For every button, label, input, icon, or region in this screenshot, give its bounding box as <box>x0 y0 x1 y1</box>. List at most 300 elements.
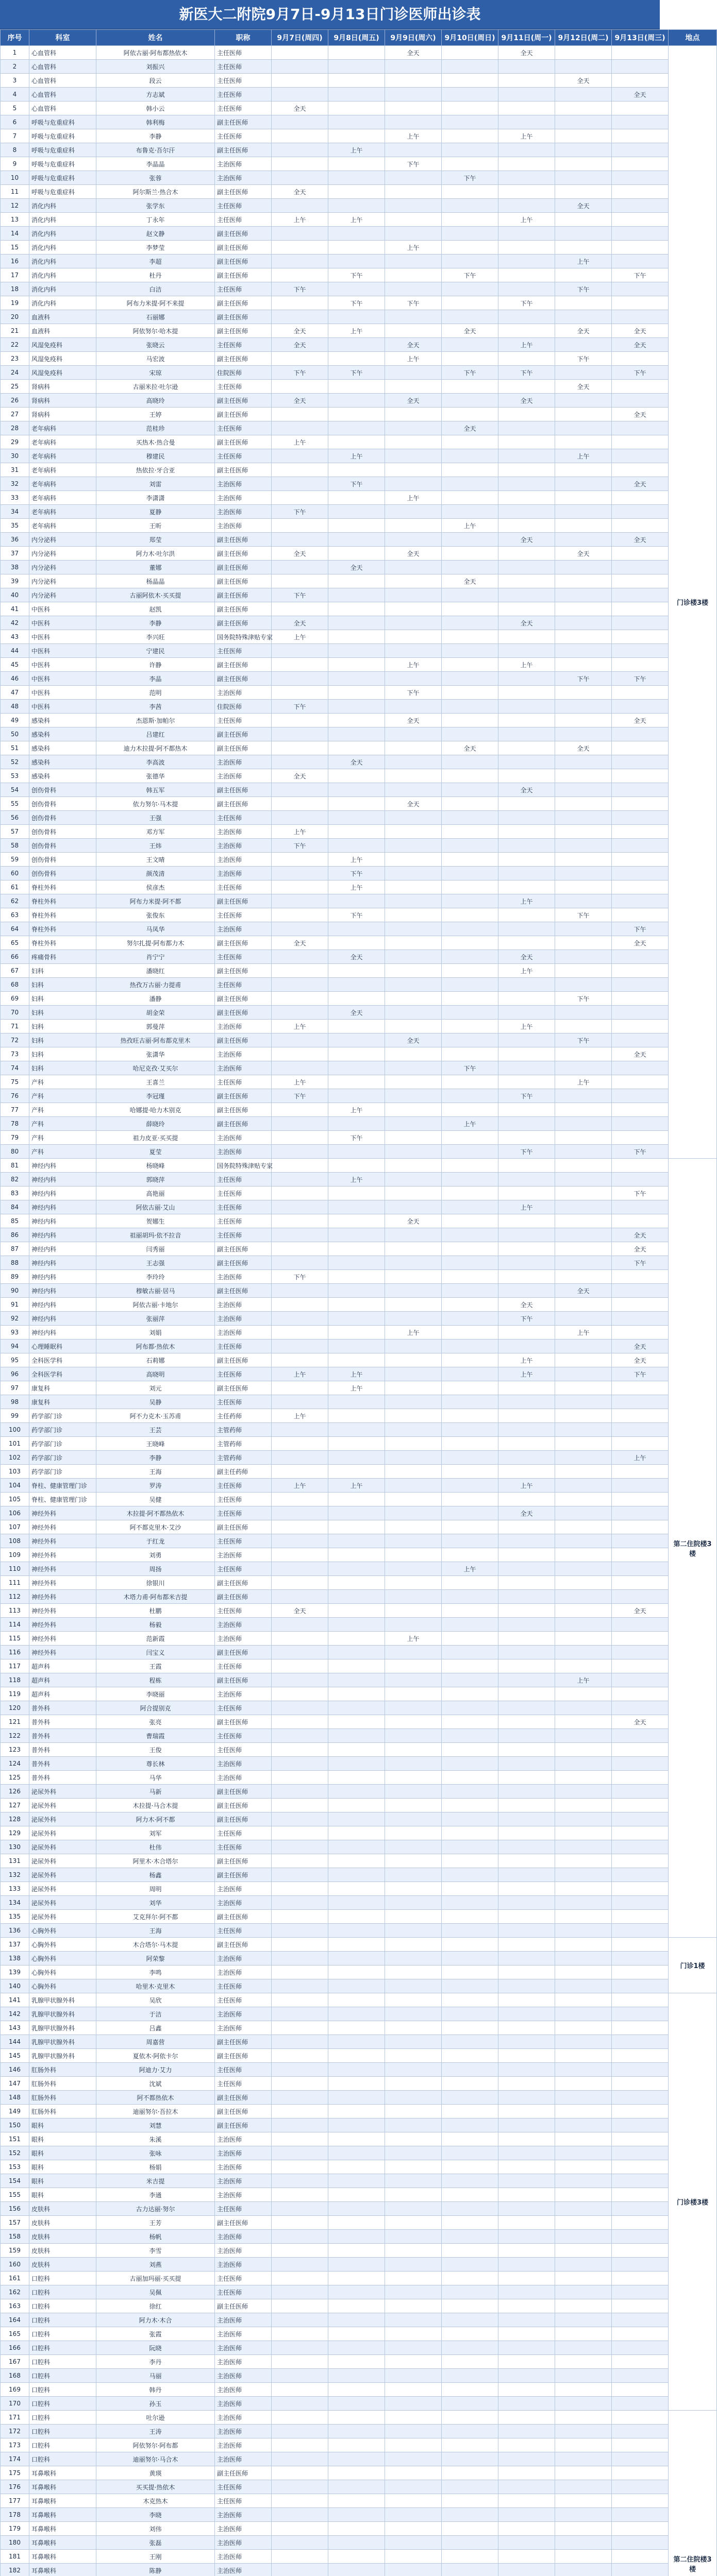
shift-cell-d7 <box>612 1270 669 1284</box>
shift-cell-d7 <box>612 1743 669 1757</box>
table-row <box>1 421 717 435</box>
shift-cell-d6: 下午 <box>555 1033 612 1047</box>
table-row <box>1 2494 717 2508</box>
shift-cell-d7 <box>612 2327 669 2341</box>
shift-cell-d7 <box>612 1952 669 1965</box>
dept-cell: 耳鼻喉科 <box>29 2536 96 2550</box>
row-number: 88 <box>1 1256 29 1270</box>
dept-cell: 神经外科 <box>29 1618 96 1632</box>
dept-cell: 心血管科 <box>29 88 96 101</box>
shift-cell-d6 <box>555 1604 612 1618</box>
shift-cell-d1 <box>272 714 328 727</box>
shift-cell-d6 <box>555 588 612 602</box>
shift-cell-d3 <box>385 1340 442 1353</box>
shift-cell-d5 <box>498 2188 555 2202</box>
shift-cell-d3 <box>385 2522 442 2536</box>
doctor-title: 副主任医师 <box>215 783 272 797</box>
doctor-name: 杨晓峰 <box>96 1159 215 1173</box>
dept-cell: 神经内科 <box>29 1256 96 1270</box>
dept-cell: 耳鼻喉科 <box>29 2564 96 2576</box>
doctor-title: 副主任医师 <box>215 2035 272 2049</box>
shift-cell-d4 <box>442 227 498 241</box>
shift-cell-d2 <box>328 714 385 727</box>
shift-cell-d4 <box>442 1214 498 1228</box>
shift-cell-d3 <box>385 2341 442 2355</box>
doctor-title: 主任医师 <box>215 213 272 227</box>
row-number: 77 <box>1 1103 29 1117</box>
dept-cell: 血液科 <box>29 324 96 338</box>
table-row <box>1 1214 717 1228</box>
shift-cell-d4 <box>442 602 498 616</box>
row-number: 60 <box>1 867 29 880</box>
shift-cell-d3 <box>385 574 442 588</box>
shift-cell-d2: 下午 <box>328 867 385 880</box>
doctor-name: 许静 <box>96 658 215 672</box>
dept-cell: 消化内科 <box>29 268 96 282</box>
row-number: 41 <box>1 602 29 616</box>
shift-cell-d7 <box>612 129 669 143</box>
shift-cell-d5 <box>498 714 555 727</box>
shift-cell-d7: 全天 <box>612 477 669 491</box>
table-row <box>1 797 717 811</box>
shift-cell-d3 <box>385 2550 442 2564</box>
shift-cell-d2 <box>328 783 385 797</box>
shift-cell-d3 <box>385 992 442 1006</box>
shift-cell-d1 <box>272 1047 328 1061</box>
shift-cell-d3 <box>385 602 442 616</box>
shift-cell-d3 <box>385 1451 442 1465</box>
shift-cell-d5 <box>498 1173 555 1187</box>
doctor-title: 主任医师 <box>215 880 272 894</box>
doctor-name: 王晓峰 <box>96 1437 215 1451</box>
shift-cell-d4 <box>442 477 498 491</box>
shift-cell-d7 <box>612 394 669 408</box>
row-number: 17 <box>1 268 29 282</box>
shift-cell-d4 <box>442 783 498 797</box>
shift-cell-d7 <box>612 2132 669 2146</box>
row-number: 147 <box>1 2077 29 2091</box>
doctor-title: 副主任医师 <box>215 185 272 199</box>
doctor-title: 主治医师 <box>215 1020 272 1033</box>
table-row <box>1 700 717 714</box>
shift-cell-d4 <box>442 1409 498 1423</box>
doctor-title: 主治医师 <box>215 2411 272 2425</box>
dept-cell: 皮肤科 <box>29 2230 96 2244</box>
doctor-name: 赵凯 <box>96 602 215 616</box>
shift-cell-d6 <box>555 1187 612 1200</box>
shift-cell-d5 <box>498 1270 555 1284</box>
table-row <box>1 463 717 477</box>
doctor-title: 副主任医师 <box>215 394 272 408</box>
shift-cell-d2 <box>328 1047 385 1061</box>
shift-cell-d6 <box>555 60 612 74</box>
shift-cell-d3 <box>385 1896 442 1910</box>
doctor-name: 石丽娜 <box>96 310 215 324</box>
doctor-name: 古丽阿依木·买买提 <box>96 588 215 602</box>
shift-cell-d2 <box>328 839 385 853</box>
dept-cell: 神经外科 <box>29 1604 96 1618</box>
row-number: 37 <box>1 547 29 561</box>
shift-cell-d1: 全天 <box>272 185 328 199</box>
shift-cell-d5 <box>498 1979 555 1993</box>
shift-cell-d4 <box>442 1326 498 1340</box>
shift-cell-d2 <box>328 1187 385 1200</box>
doctor-name: 张亮 <box>96 1715 215 1729</box>
doctor-name: 吕建红 <box>96 727 215 741</box>
dept-cell: 泌尿外科 <box>29 1882 96 1896</box>
shift-cell-d3 <box>385 2425 442 2438</box>
shift-cell-d5: 全天 <box>498 950 555 964</box>
shift-cell-d3 <box>385 1868 442 1882</box>
dept-cell: 心胸外科 <box>29 1952 96 1965</box>
row-number: 181 <box>1 2550 29 2564</box>
shift-cell-d2 <box>328 1423 385 1437</box>
shift-cell-d6 <box>555 700 612 714</box>
shift-cell-d6 <box>555 2272 612 2285</box>
table-row <box>1 2258 717 2272</box>
shift-cell-d6 <box>555 1228 612 1242</box>
shift-cell-d1 <box>272 602 328 616</box>
shift-cell-d4 <box>442 2077 498 2091</box>
shift-cell-d2: 上午 <box>328 1173 385 1187</box>
doctor-title: 副主任医师 <box>215 2466 272 2480</box>
shift-cell-d4 <box>442 561 498 574</box>
shift-cell-d4 <box>442 2550 498 2564</box>
table-row <box>1 1479 717 1493</box>
table-row <box>1 741 717 755</box>
doctor-title: 副主任医师 <box>215 658 272 672</box>
row-number: 57 <box>1 825 29 839</box>
shift-cell-d3 <box>385 1075 442 1089</box>
doctor-name: 白洁 <box>96 282 215 296</box>
shift-cell-d1 <box>272 992 328 1006</box>
shift-cell-d2 <box>328 936 385 950</box>
shift-cell-d7 <box>612 755 669 769</box>
shift-cell-d6 <box>555 268 612 282</box>
shift-cell-d5 <box>498 1826 555 1840</box>
shift-cell-d4 <box>442 2452 498 2466</box>
shift-cell-d4 <box>442 1145 498 1159</box>
doctor-name: 闫宝义 <box>96 1646 215 1659</box>
row-number: 108 <box>1 1534 29 1548</box>
shift-cell-d5 <box>498 1548 555 1562</box>
doctor-name: 阮晓 <box>96 2341 215 2355</box>
shift-cell-d2 <box>328 1896 385 1910</box>
shift-cell-d6 <box>555 978 612 992</box>
shift-cell-d3 <box>385 2035 442 2049</box>
shift-cell-d4 <box>442 74 498 88</box>
shift-cell-d1 <box>272 2077 328 2091</box>
row-number: 58 <box>1 839 29 853</box>
doctor-name: 阿迪力·艾力 <box>96 2063 215 2077</box>
doctor-name: 潘静 <box>96 992 215 1006</box>
doctor-name: 木塔力甫·阿布都米吉提 <box>96 1590 215 1604</box>
table-row <box>1 2522 717 2536</box>
shift-cell-d2 <box>328 1812 385 1826</box>
shift-cell-d7 <box>612 1618 669 1632</box>
shift-cell-d5 <box>498 853 555 867</box>
doctor-title: 主治医师 <box>215 2522 272 2536</box>
shift-cell-d2 <box>328 1075 385 1089</box>
shift-cell-d5 <box>498 2508 555 2522</box>
shift-cell-d7: 下午 <box>612 922 669 936</box>
doctor-name: 罗涛 <box>96 1479 215 1493</box>
dept-cell: 心血管科 <box>29 101 96 115</box>
shift-cell-d2 <box>328 1743 385 1757</box>
shift-cell-d4 <box>442 2425 498 2438</box>
shift-cell-d5 <box>498 727 555 741</box>
doctor-title: 主治医师 <box>215 1896 272 1910</box>
shift-cell-d3 <box>385 2216 442 2230</box>
doctor-title: 主治医师 <box>215 2132 272 2146</box>
dept-cell: 耳鼻喉科 <box>29 2522 96 2536</box>
doctor-title: 副主任医师 <box>215 268 272 282</box>
shift-cell-d4 <box>442 2327 498 2341</box>
table-row <box>1 964 717 978</box>
doctor-title: 副主任医师 <box>215 1576 272 1590</box>
shift-cell-d5 <box>498 2285 555 2299</box>
doctor-name: 杨娟 <box>96 2160 215 2174</box>
shift-cell-d1 <box>272 1200 328 1214</box>
dept-cell: 老年病科 <box>29 491 96 505</box>
shift-cell-d2 <box>328 1200 385 1214</box>
table-row <box>1 2536 717 2550</box>
row-number: 53 <box>1 769 29 783</box>
shift-cell-d6 <box>555 1173 612 1187</box>
shift-cell-d7 <box>612 1771 669 1785</box>
shift-cell-d2 <box>328 1117 385 1131</box>
doctor-title: 主治医师 <box>215 1312 272 1326</box>
row-number: 3 <box>1 74 29 88</box>
dept-cell: 妇科 <box>29 1006 96 1020</box>
doctor-title: 主管药师 <box>215 1423 272 1437</box>
doctor-name: 李晶晶 <box>96 157 215 171</box>
shift-cell-d7 <box>612 741 669 755</box>
table-row <box>1 1534 717 1548</box>
shift-cell-d2 <box>328 2049 385 2063</box>
doctor-name: 王霞 <box>96 1659 215 1673</box>
shift-cell-d5 <box>498 1340 555 1353</box>
doctor-title: 主治医师 <box>215 1882 272 1896</box>
row-number: 180 <box>1 2536 29 2550</box>
doctor-title: 住院医师 <box>215 366 272 380</box>
shift-cell-d4 <box>442 2383 498 2397</box>
shift-cell-d3 <box>385 2063 442 2077</box>
shift-cell-d7 <box>612 1979 669 1993</box>
doctor-title: 副主任医师 <box>215 1910 272 1924</box>
shift-cell-d3 <box>385 1952 442 1965</box>
shift-cell-d7 <box>612 2564 669 2576</box>
shift-cell-d5 <box>498 421 555 435</box>
shift-cell-d7 <box>612 46 669 60</box>
shift-cell-d5 <box>498 561 555 574</box>
shift-cell-d1: 下午 <box>272 505 328 519</box>
shift-cell-d2: 下午 <box>328 296 385 310</box>
dept-cell: 感染科 <box>29 727 96 741</box>
shift-cell-d3: 上午 <box>385 241 442 255</box>
doctor-title: 副主任医师 <box>215 408 272 421</box>
row-number: 62 <box>1 894 29 908</box>
shift-cell-d3 <box>385 1826 442 1840</box>
dept-cell: 老年病科 <box>29 505 96 519</box>
shift-cell-d7 <box>612 964 669 978</box>
shift-cell-d5 <box>498 700 555 714</box>
shift-cell-d3 <box>385 1493 442 1506</box>
shift-cell-d4 <box>442 839 498 853</box>
shift-cell-d5 <box>498 2063 555 2077</box>
shift-cell-d7 <box>612 811 669 825</box>
table-row <box>1 2383 717 2397</box>
shift-cell-d1 <box>272 1618 328 1632</box>
shift-cell-d4 <box>442 1840 498 1854</box>
shift-cell-d5 <box>498 1896 555 1910</box>
doctor-title: 副主任医师 <box>215 1117 272 1131</box>
shift-cell-d2 <box>328 1326 385 1340</box>
dept-cell: 乳腺甲状腺外科 <box>29 1993 96 2007</box>
shift-cell-d5 <box>498 936 555 950</box>
dept-cell: 眼科 <box>29 2160 96 2174</box>
doctor-title: 主治医师 <box>215 477 272 491</box>
shift-cell-d1 <box>272 1868 328 1882</box>
dept-cell: 肛肠外科 <box>29 2105 96 2119</box>
table-row <box>1 1089 717 1103</box>
shift-cell-d7 <box>612 227 669 241</box>
shift-cell-d7 <box>612 797 669 811</box>
row-number: 144 <box>1 2035 29 2049</box>
shift-cell-d6 <box>555 1868 612 1882</box>
doctor-title: 副主任医师 <box>215 1006 272 1020</box>
doctor-title: 副主任医师 <box>215 2091 272 2105</box>
shift-cell-d3: 上午 <box>385 352 442 366</box>
dept-cell: 神经内科 <box>29 1284 96 1298</box>
shift-cell-d4 <box>442 1743 498 1757</box>
row-number: 11 <box>1 185 29 199</box>
doctor-name: 王海 <box>96 1924 215 1938</box>
shift-cell-d5: 上午 <box>498 1479 555 1493</box>
shift-cell-d5 <box>498 101 555 115</box>
doctor-name: 贺娜生 <box>96 1214 215 1228</box>
shift-cell-d4 <box>442 115 498 129</box>
doctor-title: 主任药师 <box>215 1409 272 1423</box>
shift-cell-d1: 全天 <box>272 394 328 408</box>
shift-cell-d5 <box>498 1493 555 1506</box>
shift-cell-d2: 全天 <box>328 950 385 964</box>
row-number: 47 <box>1 686 29 700</box>
shift-cell-d5 <box>498 2452 555 2466</box>
doctor-name: 张丽萍 <box>96 1312 215 1326</box>
table-row <box>1 2272 717 2285</box>
row-number: 177 <box>1 2494 29 2508</box>
shift-cell-d7 <box>612 880 669 894</box>
doctor-name: 孙玉 <box>96 2397 215 2411</box>
doctor-title: 副主任医师 <box>215 1938 272 1952</box>
doctor-name: 杨帆 <box>96 2230 215 2244</box>
shift-cell-d7 <box>612 1659 669 1673</box>
table-row <box>1 227 717 241</box>
shift-cell-d7 <box>612 1395 669 1409</box>
shift-cell-d5 <box>498 1437 555 1451</box>
row-number: 27 <box>1 408 29 421</box>
shift-cell-d3 <box>385 324 442 338</box>
shift-cell-d5 <box>498 2272 555 2285</box>
shift-cell-d6 <box>555 435 612 449</box>
doctor-title: 主任医师 <box>215 1187 272 1200</box>
doctor-name: 布鲁克·吾尔汗 <box>96 143 215 157</box>
shift-cell-d3: 上午 <box>385 1632 442 1646</box>
doctor-title: 主治医师 <box>215 1270 272 1284</box>
shift-cell-d2 <box>328 463 385 477</box>
shift-cell-d3 <box>385 310 442 324</box>
doctor-title: 主任医师 <box>215 1659 272 1673</box>
shift-cell-d6 <box>555 2508 612 2522</box>
shift-cell-d5 <box>498 1451 555 1465</box>
doctor-title: 主任医师 <box>215 2202 272 2216</box>
shift-cell-d7: 全天 <box>612 936 669 950</box>
doctor-title: 副主任医师 <box>215 2299 272 2313</box>
shift-cell-d1 <box>272 1924 328 1938</box>
shift-cell-d2: 上午 <box>328 1479 385 1493</box>
doctor-title: 副主任医师 <box>215 588 272 602</box>
shift-cell-d3: 全天 <box>385 797 442 811</box>
shift-cell-d6: 上午 <box>555 449 612 463</box>
shift-cell-d7 <box>612 561 669 574</box>
row-number: 22 <box>1 338 29 352</box>
table-row <box>1 2452 717 2466</box>
dept-cell: 妇科 <box>29 1033 96 1047</box>
shift-cell-d3 <box>385 1256 442 1270</box>
row-number: 54 <box>1 783 29 797</box>
dept-cell: 消化内科 <box>29 241 96 255</box>
shift-cell-d1 <box>272 1812 328 1826</box>
table-row <box>1 1952 717 1965</box>
shift-cell-d1 <box>272 1840 328 1854</box>
shift-cell-d7 <box>612 1562 669 1576</box>
shift-cell-d3 <box>385 839 442 853</box>
dept-cell: 心血管科 <box>29 46 96 60</box>
table-row <box>1 324 717 338</box>
col-header-d6: 9月12日(周二) <box>555 30 612 46</box>
shift-cell-d2: 下午 <box>328 477 385 491</box>
doctor-name: 迪丽努尔·吾拉木 <box>96 2105 215 2119</box>
shift-cell-d6 <box>555 101 612 115</box>
dept-cell: 泌尿外科 <box>29 1840 96 1854</box>
doctor-name: 木克热木 <box>96 2494 215 2508</box>
shift-cell-d5 <box>498 1159 555 1173</box>
shift-cell-d5 <box>498 2230 555 2244</box>
shift-cell-d6 <box>555 1771 612 1785</box>
shift-cell-d1 <box>272 2438 328 2452</box>
shift-cell-d4: 上午 <box>442 519 498 533</box>
shift-cell-d7: 下午 <box>612 366 669 380</box>
shift-cell-d4 <box>442 2035 498 2049</box>
shift-cell-d4 <box>442 1854 498 1868</box>
shift-cell-d3 <box>385 1437 442 1451</box>
doctor-name: 闫秀丽 <box>96 1242 215 1256</box>
table-row <box>1 1812 717 1826</box>
dept-cell: 泌尿外科 <box>29 1812 96 1826</box>
doctor-name: 杜丹 <box>96 268 215 282</box>
shift-cell-d2 <box>328 1854 385 1868</box>
dept-cell: 口腔科 <box>29 2425 96 2438</box>
row-number: 129 <box>1 1826 29 1840</box>
shift-cell-d2 <box>328 1673 385 1687</box>
shift-cell-d4 <box>442 1729 498 1743</box>
shift-cell-d2 <box>328 1228 385 1242</box>
row-number: 168 <box>1 2369 29 2383</box>
shift-cell-d5 <box>498 143 555 157</box>
shift-cell-d1 <box>272 1757 328 1771</box>
doctor-name: 李冠瑾 <box>96 1089 215 1103</box>
